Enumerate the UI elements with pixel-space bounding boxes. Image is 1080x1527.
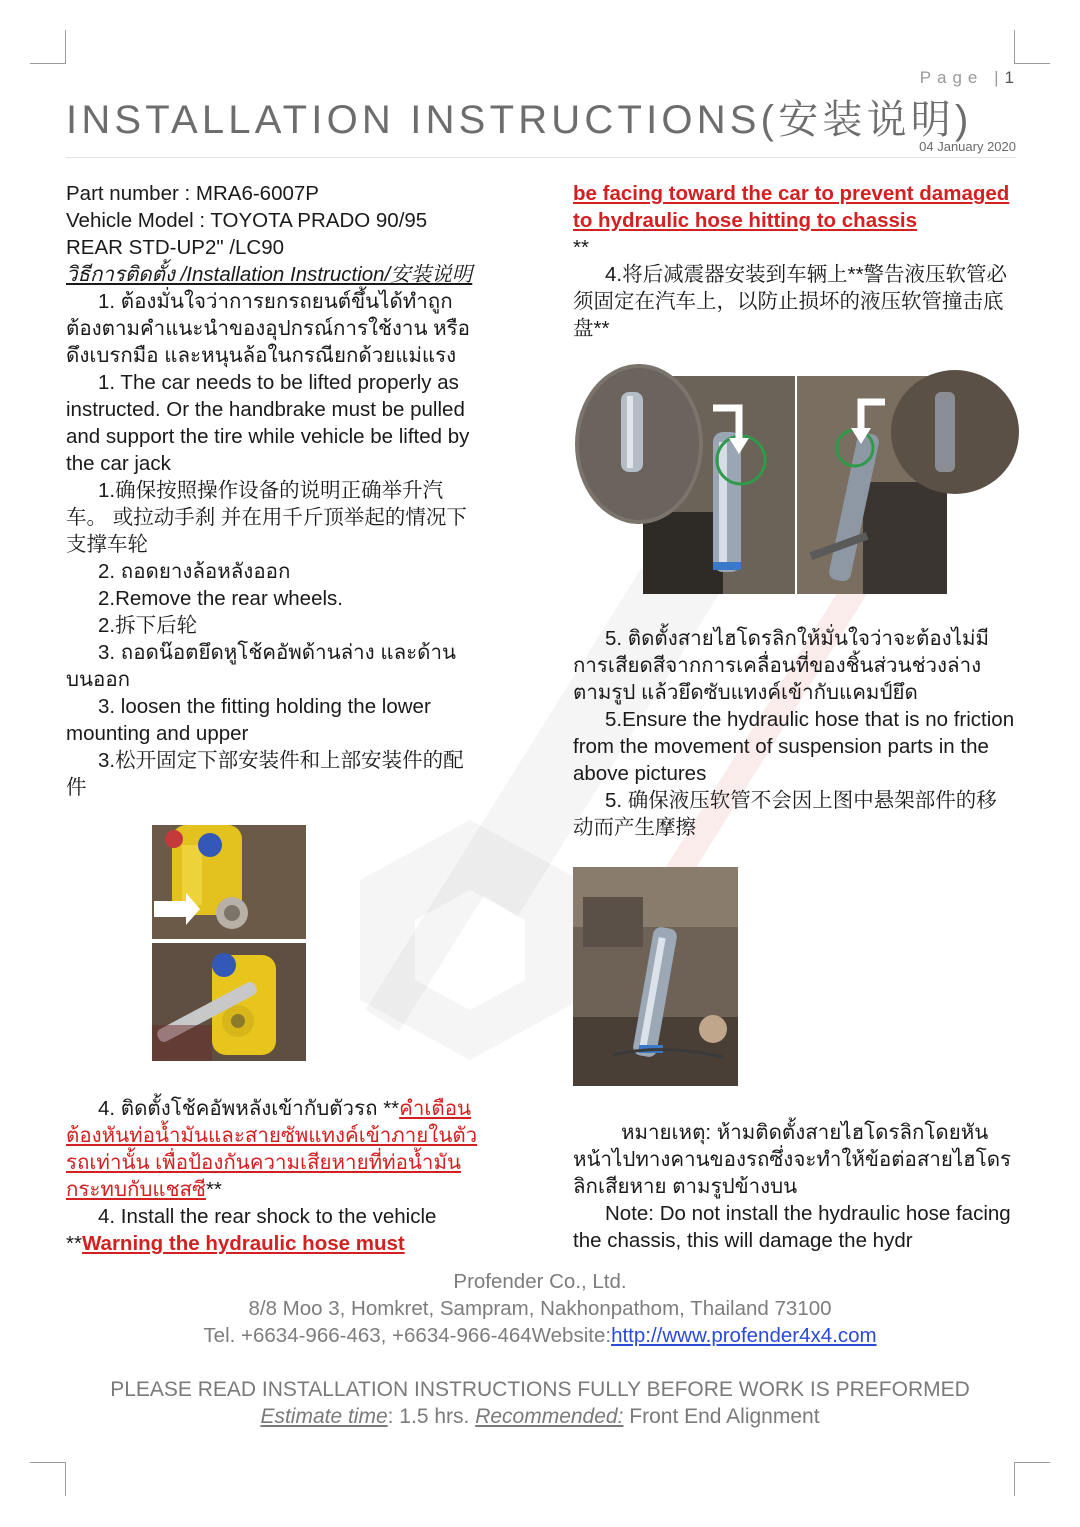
step3-english: 3. loosen the fitting holding the lower mounting and upper: [66, 695, 431, 745]
photo-remove-shock: [152, 825, 306, 1061]
estimate-line: [0, 1405, 1080, 1429]
footer-company: Profender Co., Ltd.: [453, 1270, 627, 1293]
step4-chinese: 4.将后减震器安装到车辆上**警告液压软管必须固定在汽车上，以防止损坏的液压软管撞击底盘**: [573, 263, 1008, 340]
step5-english: 5.Ensure the hydraulic hose that is no friction from the movement of suspension parts in the above pictures: [573, 708, 1015, 785]
right-column-step5: [573, 625, 1016, 841]
step5-chinese: 5. 确保液压软管不会因上图中悬架部件的移动而产生摩擦: [573, 789, 997, 839]
step2-chinese: 2.拆下后轮: [98, 614, 198, 637]
right-column: [573, 180, 1016, 342]
right-column-note: [573, 1119, 1016, 1254]
header-divider: [66, 157, 1016, 158]
document-date: 04 January 2020: [919, 139, 1016, 154]
instruction-heading: วิธีการติดตั้ง /Installation Instruction/安装说明: [66, 263, 473, 286]
note-english: Note: Do not install the hydraulic hose facing the chassis, this will damage the hydr: [573, 1202, 1011, 1252]
step1-chinese: 1.确保按照操作设备的说明正确举升汽车。 或拉动手刹 并在用千斤顶举起的情况下支撑车轮: [66, 479, 467, 556]
step2-english: 2.Remove the rear wheels.: [98, 587, 343, 610]
please-read-notice: PLEASE READ INSTALLATION INSTRUCTIONS FULLY BEFORE WORK IS PREFORMED: [110, 1378, 970, 1401]
page-number: Page |1: [919, 68, 1014, 87]
crop-mark: [1014, 1462, 1015, 1496]
estimate-time-label: Estimate time: [260, 1405, 388, 1428]
recommended-label: Recommended:: [475, 1405, 624, 1428]
step4-english-warning: Warning the hydraulic hose must: [81, 1232, 405, 1255]
step4-english-warning-cont: be facing toward the car to prevent damaged to hydraulic hose hitting to chassis: [573, 182, 1010, 232]
left-column-step4: [66, 1095, 478, 1257]
photo-install-hose: [573, 362, 1020, 594]
step4-english: 4. Install the rear shock to the vehicle **Warning the hydraulic hose must: [66, 1205, 437, 1255]
part-number: Part number : MRA6-6007P: [66, 182, 319, 205]
step4-thai-warning: คำเตือน ต้องหันท่อน้ำมันและสายซัพแทงค์เข้าภายในตัวรถเท่านั้น เพื่อป้องกันความเสียหายที่ท่อน้ำมันกระทบกับแชสซี: [66, 1097, 478, 1201]
crop-mark: [1014, 63, 1050, 64]
step3-thai: 3. ถอดน๊อตยึดหูโช้คอัพด้านล่าง และด้านบนออก: [66, 641, 457, 691]
step1-english: 1. The car needs to be lifted properly as instructed. Or the handbrake must be pulled and support the tire while vehicle be lifted by the car jack: [66, 371, 470, 475]
crop-mark: [1014, 30, 1015, 64]
step4-thai: 4. ติดตั้งโช้คอัพหลังเข้ากับตัวรถ **คำเตือน ต้องหันท่อน้ำมันและสายซัพแทงค์เข้าภายในตัวรถเท่านั้น เพื่อป้องกันความเสียหายที่ท่อน้ำมันกระทบกับแชสซี**: [66, 1097, 478, 1201]
crop-mark: [30, 63, 66, 64]
note-thai: หมายเหตุ: ห้ามติดตั้งสายไฮโดรลิกโดยหันหน้าไปทางคานของรถซึ่งจะทำให้ข้อต่อสายไฮโดรลิกเสียหาย ตามรูปข้างบน: [573, 1121, 1012, 1198]
estimate-time-value: : 1.5 hrs.: [387, 1405, 476, 1428]
footer-contact: [0, 1324, 1080, 1348]
photo-hose-clearance: [573, 867, 738, 1086]
vehicle-model: Vehicle Model : TOYOTA PRADO 90/95: [66, 209, 428, 232]
crop-mark: [1014, 1462, 1050, 1463]
step5-thai: 5. ติดตั้งสายไฮโดรลิกให้มั่นใจว่าจะต้องไม่มีการเสียดสีจากการเคลื่อนที่ของชิ้นส่วนช่วงล่างตามรูป แล้วยึดซับแทงค์เข้ากับแคมป์ยึด: [573, 627, 989, 704]
step4-english-end: **: [573, 236, 589, 259]
crop-mark: [65, 1462, 66, 1496]
footer-tel: Tel. +6634-966-463, +6634-966-464Website:: [203, 1324, 612, 1347]
step2-thai: 2. ถอดยางล้อหลังออก: [98, 560, 291, 583]
crop-mark: [65, 30, 66, 64]
step1-thai: 1. ต้องมั่นใจว่าการยกรถยนต์ขึ้นได้ทำถูกต้องตามคำแนะนำของอุปกรณ์การใช้งาน หรือดึงเบรกมือ และหนุนล้อในกรณียกด้วยแม่แรง: [66, 290, 470, 367]
recommended-value: Front End Alignment: [623, 1405, 820, 1428]
left-column: [66, 180, 478, 801]
step3-chinese: 3.松开固定下部安装件和上部安装件的配件: [66, 749, 464, 799]
vehicle-model-2: REAR STD-UP2" /LC90: [66, 236, 285, 259]
crop-mark: [30, 1462, 66, 1463]
page-title: INSTALLATION INSTRUCTIONS(安装说明): [66, 98, 973, 142]
footer-address: 8/8 Moo 3, Homkret, Sampram, Nakhonpathom, Thailand 73100: [248, 1297, 832, 1320]
website-link[interactable]: http://www.profender4x4.com: [611, 1324, 877, 1347]
